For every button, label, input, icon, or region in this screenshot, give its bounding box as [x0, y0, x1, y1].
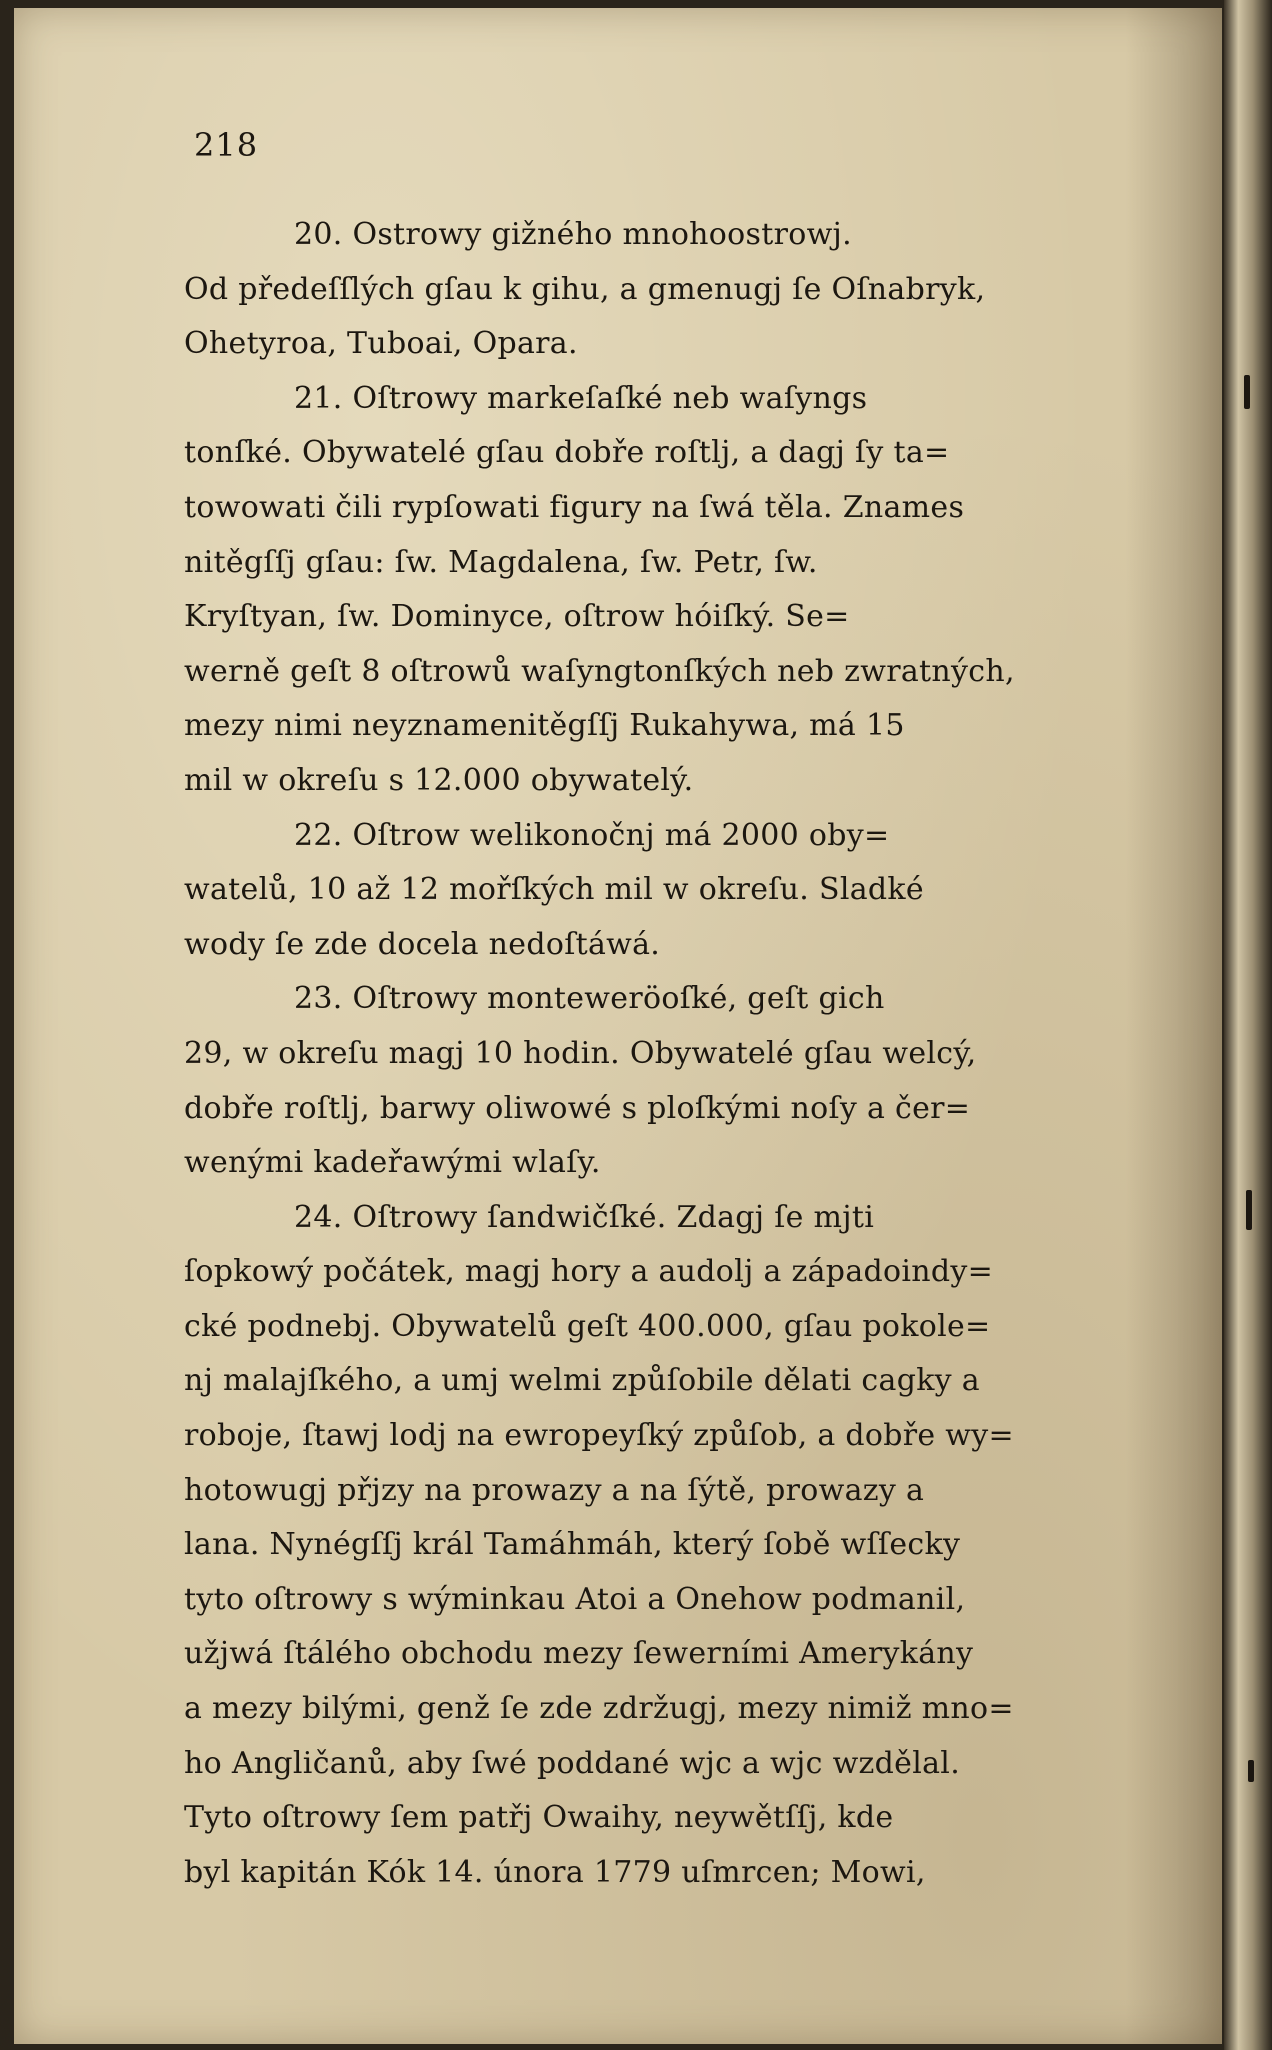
- text-line: mezy nimi neyznamenitěgſſj Rukahywa, má 15: [184, 708, 905, 744]
- text-line: dobře roſtlj, barwy oliwowé s ploſkými noſy a čer=: [184, 1090, 971, 1126]
- paper-sheet: [14, 8, 1222, 2044]
- text-line: tyto oſtrowy s wýminkau Atoi a Onehow podmanil,: [184, 1581, 966, 1617]
- page-number: 218: [194, 126, 259, 164]
- text-line: Tyto oſtrowy ſem patřj Owaihy, neywětſſj, kde: [184, 1800, 894, 1836]
- binding-mark: [1244, 375, 1250, 409]
- text-line: roboje, ſtawj lodj na ewropeyſký způſob, a dobře wy=: [184, 1418, 1014, 1454]
- text-line: wenými kadeřawými wlaſy.: [184, 1145, 601, 1181]
- text-line: hotowugj přjzy na prowazy a na ſýtě, prowazy a: [184, 1472, 925, 1508]
- text-line: towowati čili rypſowati figury na ſwá těla. Znames: [184, 489, 965, 525]
- text-line: 29, w okreſu magj 10 hodin. Obywatelé gſau welcý,: [184, 1035, 977, 1071]
- text-line: a mezy bilými, genž ſe zde zdržugj, mezy nimiž mno=: [184, 1691, 1014, 1727]
- text-line: byl kapitán Kók 14. února 1779 uſmrcen; Mowi,: [184, 1854, 926, 1890]
- binding-mark: [1246, 1190, 1252, 1230]
- text-line: wody ſe zde docela nedoſtáwá.: [184, 926, 661, 962]
- text-line: watelů, 10 až 12 mořſkých mil w okreſu. Sladké: [184, 872, 924, 908]
- text-line: ſopkowý počátek, magj hory a audolj a západoindy=: [184, 1254, 994, 1290]
- text-line: werně geſt 8 oſtrowů waſyngtonſkých neb zwratných,: [184, 653, 1015, 689]
- text-line: 24. Oſtrowy ſandwičſké. Zdagj ſe mjti: [294, 1199, 875, 1235]
- text-line: užjwá ſtálého obchodu mezy ſewerními Amerykány: [184, 1636, 974, 1672]
- text-line: mil w okreſu s 12.000 obywatelý.: [184, 762, 694, 798]
- text-line: nj malajſkého, a umj welmi způſobile dělati cagky a: [184, 1363, 980, 1399]
- text-line: 20. Ostrowy gižného mnohoostrowj.: [294, 217, 853, 252]
- text-line: tonſké. Obywatelé gſau dobře roſtlj, a dagj ſy ta=: [184, 435, 950, 471]
- book-binding-edge: [1224, 0, 1272, 2050]
- text-line: Od předeſſlých gſau k gihu, a gmenugj ſe Oſnabryk,: [184, 271, 986, 307]
- text-line: 23. Oſtrowy monteweröoſké, geſt gich: [294, 981, 885, 1017]
- text-line: 22. Oſtrow welikonočnj má 2000 oby=: [294, 817, 890, 853]
- text-line: Ohetyroa, Tuboai, Opara.: [184, 326, 578, 362]
- text-line: 21. Oſtrowy markeſaſké neb waſyngs: [294, 380, 868, 416]
- binding-mark: [1248, 1760, 1254, 1782]
- text-line: lana. Nynégſſj král Tamáhmáh, který ſobě wſſecky: [184, 1527, 961, 1563]
- text-line: nitěgſſj gſau: ſw. Magdalena, ſw. Petr, ſw.: [184, 544, 818, 580]
- text-line: Kryſtyan, ſw. Dominyce, oſtrow hóiſký. Se=: [184, 599, 850, 635]
- body-text: [184, 208, 1119, 1900]
- text-line: cké podnebj. Obywatelů geſt 400.000, gſau pokole=: [184, 1308, 991, 1344]
- text-line: ho Angličanů, aby ſwé poddané wjc a wjc wzdělal.: [184, 1745, 961, 1781]
